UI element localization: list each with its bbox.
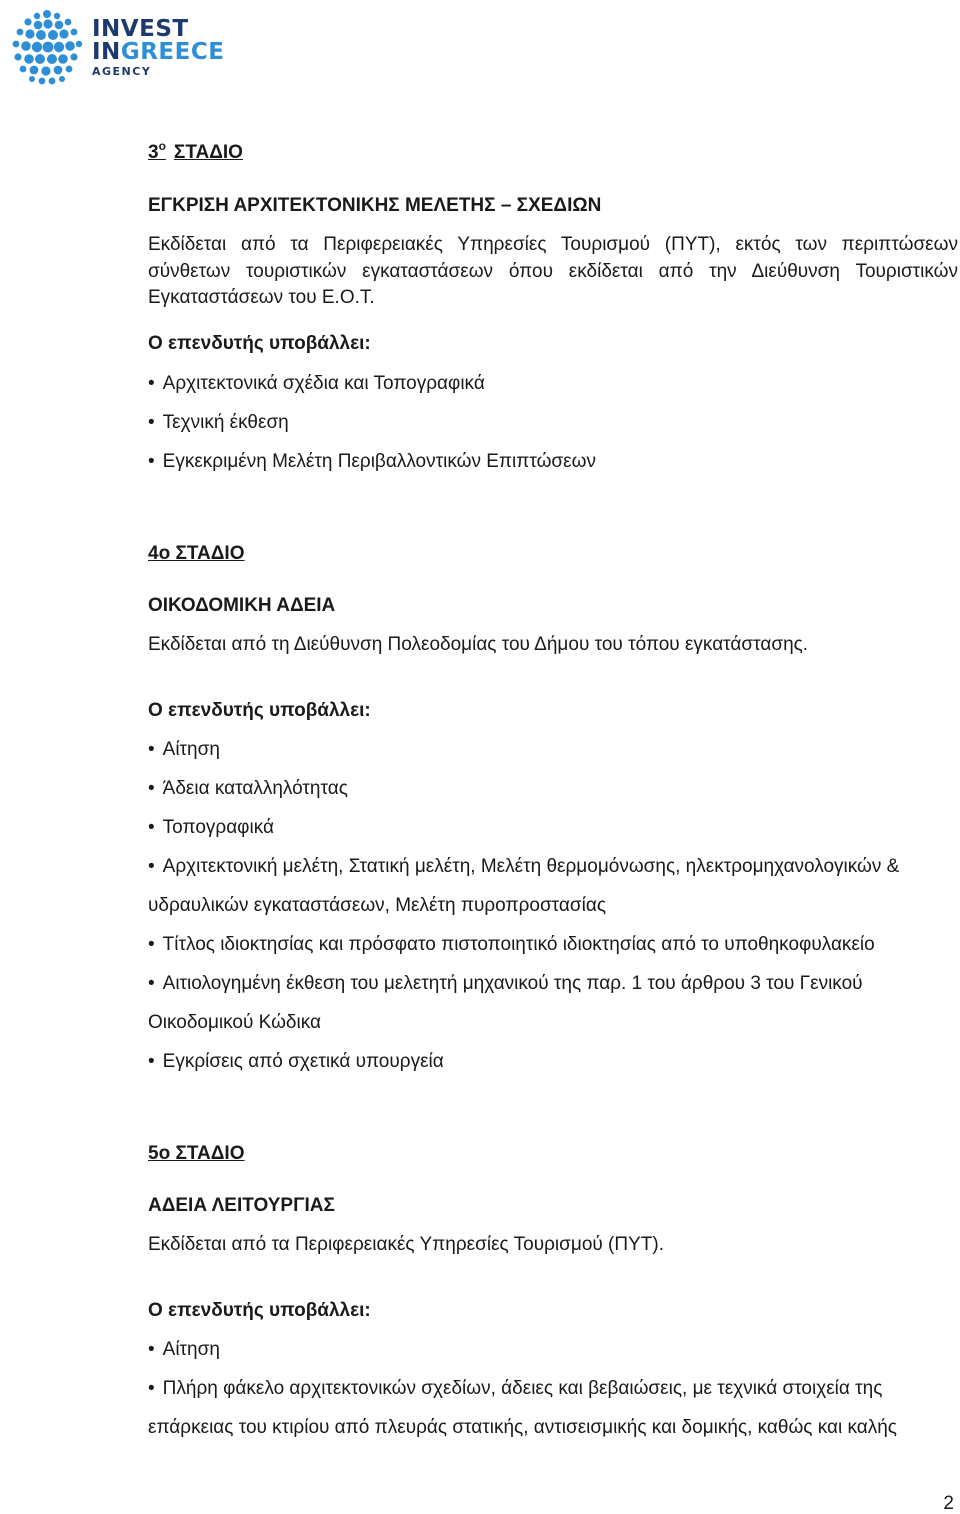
logo-greece: GREECE xyxy=(120,38,225,65)
stage4-item-continued: Οικοδομικού Κώδικα xyxy=(148,1011,321,1033)
stage4-item: • Άδεια καταλληλότητας xyxy=(148,776,958,802)
stage4-item: • Αίτηση xyxy=(148,737,958,763)
stage3-subtitle: ΕΓΚΡΙΣΗ ΑΡΧΙΤΕΚΤΟΝΙΚΗΣ ΜΕΛΕΤΗΣ – ΣΧΕΔΙΩΝ xyxy=(148,195,602,216)
stage3-title-num: 3 xyxy=(148,142,159,163)
stage5-subtitle: ΑΔΕΙΑ ΛΕΙΤΟΥΡΓΙΑΣ xyxy=(148,1194,335,1216)
agency-logo xyxy=(8,8,224,86)
logo-line-ingreece xyxy=(92,38,225,65)
stage4-item-continued: υδραυλικών εγκαταστάσεων, Μελέτη πυροπροστασίας xyxy=(148,894,606,916)
dots-globe-icon xyxy=(8,8,86,86)
stage4-intro: Εκδίδεται από τη Διεύθυνση Πολεοδομίας του Δήμου του τόπου εγκατάστασης. xyxy=(148,633,809,655)
stage4-item: • Αρχιτεκτονική μελέτη, Στατική μελέτη, Μελέτη θερμομόνωσης, ηλεκτρομηχανολογικών & xyxy=(148,854,958,880)
stage4-item: • Τίτλος ιδιοκτησίας και πρόσφατο πιστοποιητικό ιδιοκτησίας από το υποθηκοφυλακείο xyxy=(148,932,958,958)
page-number: 2 xyxy=(943,1493,954,1514)
logo-in: IN xyxy=(92,38,121,65)
stage4-item: • Αιτιολογημένη έκθεση του μελετητή μηχανικού της παρ. 1 του άρθρου 3 του Γενικού xyxy=(148,971,958,997)
stage4-subtitle: ΟΙΚΟΔΟΜΙΚΗ ΑΔΕΙΑ xyxy=(148,594,336,616)
stage3-title-word: ΣΤΑΔΙΟ xyxy=(173,142,243,163)
stage5-submits-label: Ο επενδυτής υποβάλλει: xyxy=(148,1299,371,1321)
stage3-item: • Αρχιτεκτονικά σχέδια και Τοπογραφικά xyxy=(148,371,958,397)
logo-wordmark xyxy=(92,15,225,78)
stage4-item: • Τοπογραφικά xyxy=(148,815,958,841)
stage4-item: • Εγκρίσεις από σχετικά υπουργεία xyxy=(148,1049,958,1075)
stage3-intro: Εκδίδεται από τα Περιφερειακές Υπηρεσίες Τουρισμού (ΠΥΤ), εκτός των περιπτώσεων σύνθετων τουριστικών εγκαταστάσεων όπου εκδίδεται από την Διεύθυνση Τουριστικών Εγκαταστάσεων του Ε.Ο.Τ. xyxy=(148,234,958,308)
stage3-title-sup: ο xyxy=(158,139,166,153)
stage5-item: • Πλήρη φάκελο αρχιτεκτονικών σχεδίων, άδειες και βεβαιώσεις, με τεχνικά στοιχεία της xyxy=(148,1376,958,1402)
stage5-item: • Αίτηση xyxy=(148,1337,958,1363)
stage4-title: 4ο ΣΤΑΔΙΟ xyxy=(148,542,245,564)
stage3-title xyxy=(148,140,958,167)
stage5-title: 5ο ΣΤΑΔΙΟ xyxy=(148,1142,245,1164)
logo-line-invest: INVEST xyxy=(92,15,189,42)
stage5-intro: Εκδίδεται από τα Περιφερειακές Υπηρεσίες Τουρισμού (ΠΥΤ). xyxy=(148,1233,664,1255)
stage4-submits-label: Ο επενδυτής υποβάλλει: xyxy=(148,699,371,721)
stage3-item: • Τεχνική έκθεση xyxy=(148,410,958,436)
stage5-item-continued: επάρκειας του κτιρίου από πλευράς στατικής, αντισεισμικής και δομικής, καθώς και καλής xyxy=(148,1416,897,1438)
logo-line-agency: AGENCY xyxy=(92,64,152,78)
document-body xyxy=(148,136,958,1441)
stage3-item: • Εγκεκριμένη Μελέτη Περιβαλλοντικών Επιπτώσεων xyxy=(148,449,958,475)
stage3-submits-label: Ο επενδυτής υποβάλλει: xyxy=(148,332,371,354)
